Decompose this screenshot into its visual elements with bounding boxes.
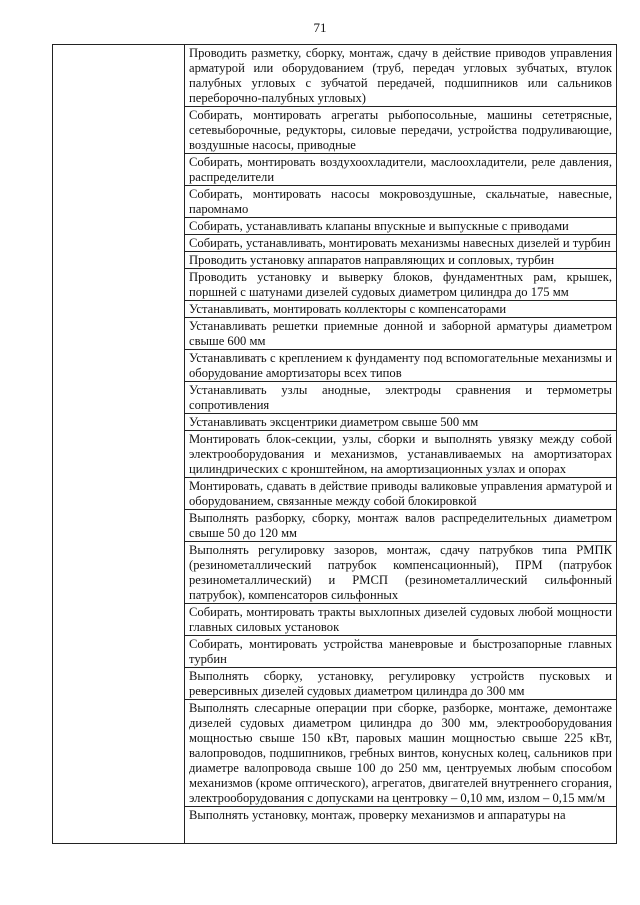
table-row: Проводить установку и выверку блоков, фундаментных рам, крышек, поршней с шатунами дизелей судовых диаметром цилиндра до 175 мм [185, 269, 616, 301]
table-row: Устанавливать решетки приемные донной и заборной арматуры диаметром свыше 600 мм [185, 318, 616, 350]
table-row: Собирать, устанавливать, монтировать механизмы навесных дизелей и турбин [185, 235, 616, 252]
table-row: Собирать, монтировать воздухоохладители, маслоохладители, реле давления, распределители [185, 154, 616, 186]
table-row: Устанавливать с креплением к фундаменту под вспомогательные механизмы и оборудование амортизаторы всех типов [185, 350, 616, 382]
empty-left-column [53, 45, 185, 843]
table-row: Монтировать, сдавать в действие приводы валиковые управления арматурой и оборудованием, связанные между собой блокировкой [185, 478, 616, 510]
table-row: Устанавливать, монтировать коллекторы с компенсаторами [185, 301, 616, 318]
table-row: Устанавливать эксцентрики диаметром свыше 500 мм [185, 414, 616, 431]
labor-functions-table [52, 44, 617, 844]
table-row: Устанавливать узлы анодные, электроды сравнения и термометры сопротивления [185, 382, 616, 414]
table-row: Выполнять разборку, сборку, монтаж валов распределительных диаметром свыше 50 до 120 мм [185, 510, 616, 542]
table-row: Проводить установку аппаратов направляющих и сопловых, турбин [185, 252, 616, 269]
table-row: Выполнять сборку, установку, регулировку устройств пусковых и реверсивных дизелей судовых диаметром цилиндра до 300 мм [185, 668, 616, 700]
table-row: Выполнять регулировку зазоров, монтаж, сдачу патрубков типа РМПК (резинометаллический патрубок компенсационный), ПРМ (патрубок резинометаллический) и РМСП (резинометаллический сильфонный патрубок), компенсаторов сильфонных [185, 542, 616, 604]
table-row: Собирать, монтировать агрегаты рыбопосольные, машины сететрясные, сетевыборочные, редукторы, силовые передачи, устройства подруливающие, воздушные насосы, приводные [185, 107, 616, 154]
table-row: Собирать, устанавливать клапаны впускные и выпускные с приводами [185, 218, 616, 235]
table-row: Выполнять слесарные операции при сборке, разборке, монтаже, демонтаже дизелей судовых диаметром цилиндра до 300 мм, электрооборудования мощностью свыше 150 кВт, паровых машин мощностью свыше 225 кВт, валопроводов, подшипников, гребных винтов, конусных колец, сальников при диаметре валопровода свыше 100 до 250 мм, центруемых любым способом механизмов (кроме оптического), агрегатов, двигателей внутреннего сгорания, электрооборудования с допусками на центровку – 0,10 мм, излом – 0,15 мм/м [185, 700, 616, 807]
table-row: Выполнять установку, монтаж, проверку механизмов и аппаратуры на [189, 808, 566, 822]
table-rows [185, 45, 616, 823]
table-row: Собирать, монтировать тракты выхлопных дизелей судовых любой мощности главных силовых установок [185, 604, 616, 636]
page-number: 71 [313, 20, 327, 35]
table-row: Собирать, монтировать устройства маневровые и быстрозапорные главных турбин [185, 636, 616, 668]
table-row: Собирать, монтировать насосы мокровоздушные, скальчатые, навесные, паромнамо [185, 186, 616, 218]
table-row: Проводить разметку, сборку, монтаж, сдачу в действие приводов управления арматурой или оборудованием (труб, передач угловых зубчатых, втулок палубных угловых с зубчатой передачей, подшипников или сальников переборочно-палубных угловых) [185, 45, 616, 107]
table-row: Монтировать блок-секции, узлы, сборки и выполнять увязку между собой электрооборудования и механизмов, устанавливаемых на амортизаторах цилиндрических с кронштейном, на амортизационных узлах и опорах [185, 431, 616, 478]
